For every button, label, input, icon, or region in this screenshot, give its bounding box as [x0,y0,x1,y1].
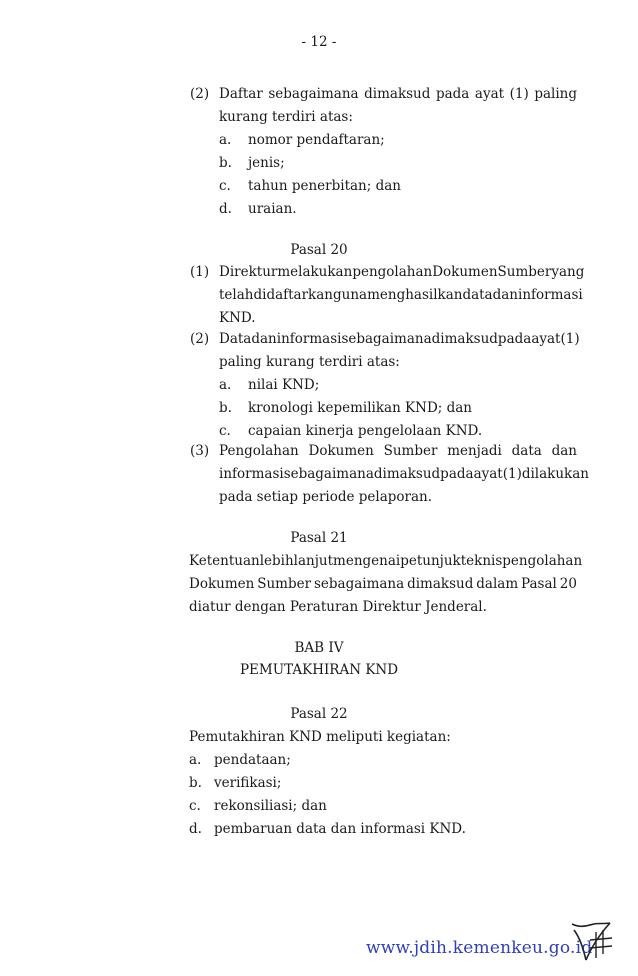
list-item-text: capaian kinerja pengelolaan KND. [248,423,483,439]
word: teknis [460,553,503,569]
word: melakukan [277,264,353,280]
word: petunjuk [400,553,461,569]
word: sebagaimana [283,466,374,482]
word: paling [534,86,577,102]
word: data [462,287,493,303]
list-item-text: verifikasi; [214,775,282,791]
list-letter: b. [219,155,232,171]
word: Sumber [497,264,552,280]
word: Direktur [219,264,278,280]
word: (1) [560,331,580,347]
chapter-subtitle: PEMUTAKHIRAN KND [239,662,399,678]
word: Pengolahan [219,443,299,459]
justified-line [219,466,589,482]
justified-line [219,443,577,459]
item-number: (2) [190,86,210,102]
word: Daftar [219,86,263,102]
word: dilakukan [521,466,589,482]
paragraph-line: kurang terdiri atas: [219,109,353,125]
list-item-text: nomor pendaftaran; [248,132,385,148]
word: ayat [474,86,505,102]
word: dan [492,287,518,303]
list-item-text: rekonsiliasi; dan [214,798,327,814]
list-letter: b. [189,775,202,791]
word: pada [497,331,532,347]
item-number: (3) [190,443,210,459]
word: menjadi [447,443,502,459]
paragraph-line: pada setiap periode pelaporan. [219,489,433,505]
list-letter: b. [219,400,232,416]
list-item-text: kronologi kepemilikan KND; dan [248,400,472,416]
list-item-text: uraian. [248,201,297,217]
list-item-text: jenis; [248,155,285,171]
list-letter: c. [219,423,231,439]
list-letter: a. [219,132,232,148]
word: pada [435,86,470,102]
justified-line [189,576,577,592]
chapter-title: BAB IV [294,640,344,656]
paragraph-line: KND. [219,310,256,326]
word: sebagaimana [313,576,405,592]
justified-line [219,86,577,102]
list-letter: d. [189,821,202,837]
word: dimaksud [407,576,474,592]
word: dalam [476,576,519,592]
word: lanjut [293,553,334,569]
word: ayat [473,466,503,482]
pasal-heading: Pasal 20 [290,242,348,258]
page-number: - 12 - [301,34,337,50]
word: (1) [502,466,522,482]
justified-line [189,553,583,569]
list-letter: c. [189,798,201,814]
word: Ketentuan [189,553,260,569]
word: dan [551,443,577,459]
list-letter: a. [219,377,232,393]
word: lebih [259,553,294,569]
word: (1) [509,86,529,102]
word: informasi [518,287,583,303]
word: dimaksud [373,466,441,482]
justified-line [219,264,585,280]
word: Sumber [383,443,438,459]
list-letter: c. [219,178,231,194]
word: informasi [219,466,284,482]
word: Pasal [521,576,557,592]
paragraph-line: diatur dengan Peraturan Direktur Jenderal. [189,599,487,615]
word: yang [551,264,585,280]
word: Data [219,331,252,347]
word: dimaksud [431,331,498,347]
word: mengenai [333,553,401,569]
word: data [511,443,542,459]
word: pada [440,466,474,482]
item-number: (2) [190,331,210,347]
word: Sumber [257,576,312,592]
footer-url-link[interactable]: www.jdih.kemenkeu.go.id [366,938,593,958]
word: informasi [276,331,342,347]
word: sebagaimana [341,331,432,347]
paragraph-line: Pemutakhiran KND meliputi kegiatan: [189,729,451,745]
list-item-text: pembaruan data dan informasi KND. [214,821,466,837]
word: didaftarkan [253,287,333,303]
word: pengolahan [502,553,583,569]
item-number: (1) [190,264,210,280]
word: guna [332,287,368,303]
word: dan [251,331,277,347]
word: menghasilkan [367,287,463,303]
pasal-heading: Pasal 22 [290,706,348,722]
justified-line [219,331,580,347]
word: Dokumen [308,443,374,459]
signature-initial-icon [566,918,616,968]
word: pengolahan [352,264,433,280]
word: Dokumen [432,264,498,280]
word: dimaksud [364,86,431,102]
pasal-heading: Pasal 21 [290,530,348,546]
word: 20 [559,576,577,592]
list-letter: a. [189,752,202,768]
list-item-text: nilai KND; [248,377,320,393]
word: telah [219,287,254,303]
word: ayat [531,331,561,347]
paragraph-line: paling kurang terdiri atas: [219,354,400,370]
list-item-text: tahun penerbitan; dan [248,178,401,194]
justified-line [219,287,583,303]
list-letter: d. [219,201,232,217]
word: Dokumen [189,576,255,592]
list-item-text: pendataan; [214,752,291,768]
word: sebagaimana [268,86,359,102]
